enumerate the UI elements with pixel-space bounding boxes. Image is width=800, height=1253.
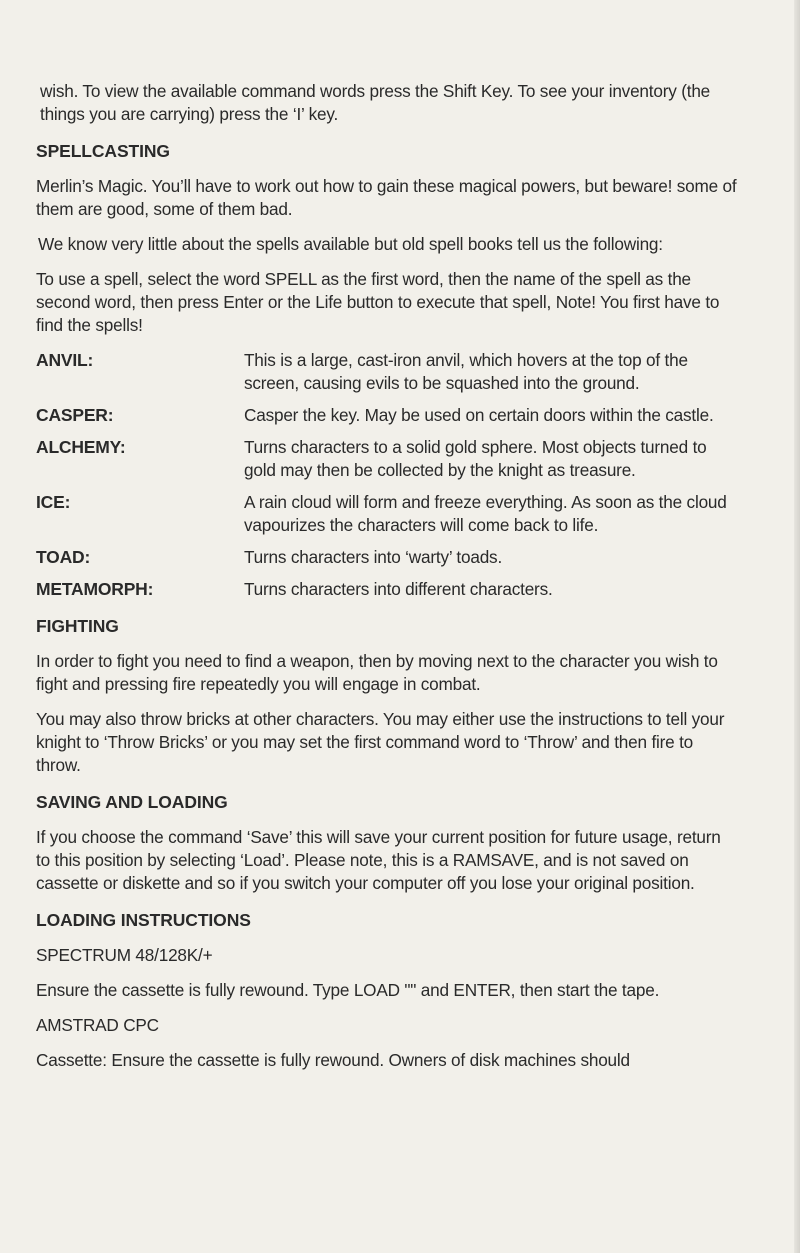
spell-description: This is a large, cast-iron anvil, which hovers at the top of the screen, causing evils to be squashed into the ground.	[244, 350, 688, 393]
spell-ice	[36, 491, 738, 537]
spell-casper	[36, 404, 738, 427]
spellcasting-paragraph-1: Merlin’s Magic. You’ll have to work out how to gain these magical powers, but beware! some of them are good, some of them bad.	[36, 176, 737, 219]
spell-description: Casper the key. May be used on certain doors within the castle.	[244, 405, 714, 425]
loading-heading: LOADING INSTRUCTIONS	[36, 910, 251, 930]
fighting-heading: FIGHTING	[36, 616, 119, 636]
spell-list	[36, 349, 738, 601]
spell-alchemy	[36, 436, 738, 482]
spell-name: ICE:	[36, 492, 71, 512]
spell-description: A rain cloud will form and freeze everything. As soon as the cloud vapourizes the characters will come back to life.	[244, 492, 727, 535]
spell-description: Turns characters into ‘warty’ toads.	[244, 547, 503, 567]
spell-name: CASPER:	[36, 405, 114, 425]
amstrad-instructions: Cassette: Ensure the cassette is fully rewound. Owners of disk machines should	[36, 1050, 630, 1070]
spell-anvil	[36, 349, 738, 395]
spell-description: Turns characters to a solid gold sphere. Most objects turned to gold may then be collected by the knight as treasure.	[244, 437, 707, 480]
spell-name: ALCHEMY:	[36, 437, 126, 457]
fighting-paragraph-1: In order to fight you need to find a weapon, then by moving next to the character you wish to fight and pressing fire repeatedly you will engage in combat.	[36, 651, 718, 694]
spell-metamorph	[36, 578, 738, 601]
saving-paragraph: If you choose the command ‘Save’ this will save your current position for future usage, return to this position by selecting ‘Load’. Please note, this is a RAMSAVE, and is not saved on cassette or diskette and so if you switch your computer off you lose your original position.	[36, 827, 721, 893]
spell-name: TOAD:	[36, 547, 91, 567]
spellcasting-paragraph-2: We know very little about the spells available but old spell books tell us the following:	[38, 234, 663, 254]
spell-description: Turns characters into different characters.	[244, 579, 553, 599]
spell-toad	[36, 546, 738, 569]
page-edge	[794, 0, 800, 1253]
amstrad-label: AMSTRAD CPC	[36, 1015, 159, 1035]
fighting-paragraph-2: You may also throw bricks at other characters. You may either use the instructions to tell your knight to ‘Throw Bricks’ or you may set the first command word to ‘Throw’ and then fire to throw.	[36, 709, 725, 775]
spectrum-instructions: Ensure the cassette is fully rewound. Type LOAD "" and ENTER, then start the tape.	[36, 980, 660, 1000]
spell-name: METAMORPH:	[36, 579, 154, 599]
saving-heading: SAVING AND LOADING	[36, 792, 228, 812]
spellcasting-heading: SPELLCASTING	[36, 141, 170, 161]
spell-name: ANVIL:	[36, 350, 94, 370]
spellcasting-paragraph-3: To use a spell, select the word SPELL as the first word, then the name of the spell as the second word, then press Enter or the Life button to execute that spell, Note! You first have to find the spells!	[36, 269, 720, 335]
intro-paragraph: wish. To view the available command words press the Shift Key. To see your inventory (the things you are carrying) press the ‘I’ key.	[40, 81, 711, 124]
spectrum-label: SPECTRUM 48/128K/+	[36, 945, 213, 965]
